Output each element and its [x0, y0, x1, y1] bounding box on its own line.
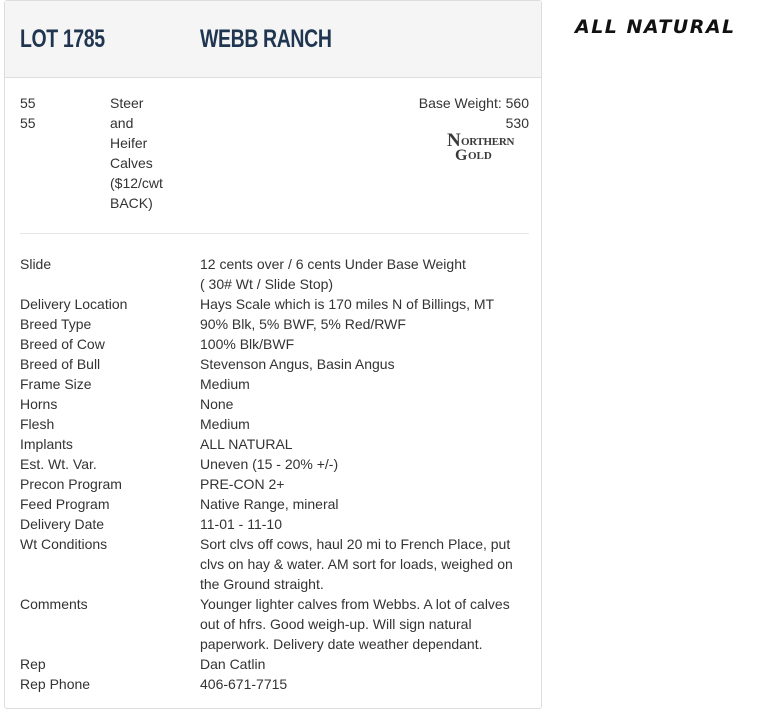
detail-label: Slide — [20, 256, 52, 272]
detail-value — [200, 334, 525, 354]
detail-value — [200, 374, 525, 394]
detail-value-line: Dan Catlin — [200, 656, 266, 672]
detail-row — [20, 494, 529, 514]
detail-value-line: Native Range, mineral — [200, 496, 339, 512]
base-weight-label: Base Weight: 560 — [418, 95, 529, 111]
detail-value — [200, 594, 525, 654]
detail-row — [20, 534, 529, 594]
description-line: ($12/cwt — [110, 175, 163, 191]
detail-row — [20, 454, 529, 474]
detail-value — [200, 674, 525, 694]
detail-row — [20, 394, 529, 414]
detail-label: Rep Phone — [20, 676, 91, 692]
detail-row — [20, 354, 529, 374]
lot-details — [20, 254, 529, 694]
detail-label: Implants — [20, 436, 73, 452]
cattle-description — [110, 93, 172, 213]
head-count: 55 — [20, 115, 36, 131]
detail-value — [200, 474, 525, 494]
detail-label: Wt Conditions — [20, 536, 108, 552]
detail-value — [200, 534, 525, 594]
northern-gold-logo — [447, 133, 529, 163]
svg-text:ORTHERN: ORTHERN — [461, 136, 515, 148]
detail-row — [20, 414, 529, 434]
description-line: and — [110, 115, 134, 131]
detail-value-line: paperwork. Delivery date weather dependant. — [200, 636, 483, 652]
detail-row — [20, 594, 529, 654]
all-natural-tag: ALL NATURAL — [575, 16, 736, 38]
detail-value-line: Younger lighter calves from Webbs. A lot of calves — [200, 596, 510, 612]
detail-value-line: 11-01 - 11-10 — [200, 516, 282, 532]
detail-label: Delivery Date — [20, 516, 105, 532]
detail-row — [20, 314, 529, 334]
description-line: Calves — [110, 155, 153, 171]
detail-value-line: the Ground straight. — [200, 576, 324, 592]
divider — [20, 233, 529, 234]
lot-header — [5, 1, 541, 78]
detail-value — [200, 254, 525, 294]
detail-row — [20, 674, 529, 694]
svg-text:G: G — [455, 147, 468, 163]
detail-row — [20, 434, 529, 454]
detail-value — [200, 454, 525, 474]
detail-value-line: PRE-CON 2+ — [200, 476, 285, 492]
detail-value-line: out of hfrs. Good weigh-up. Will sign natural — [200, 616, 472, 632]
detail-label: Flesh — [20, 416, 55, 432]
detail-label: Est. Wt. Var. — [20, 456, 97, 472]
detail-value-line: clvs on hay & water. AM sort for loads, weighed on — [200, 556, 513, 572]
description-line: Steer — [110, 95, 144, 111]
detail-value-line: 100% Blk/BWF — [200, 336, 295, 352]
detail-row — [20, 254, 529, 294]
detail-value-line: Sort clvs off cows, haul 20 mi to French Place, put — [200, 536, 511, 552]
detail-value — [200, 414, 525, 434]
detail-label: Breed Type — [20, 316, 92, 332]
detail-value-line: None — [200, 396, 234, 412]
detail-value-line: 12 cents over / 6 cents Under Base Weight — [200, 256, 466, 272]
detail-row — [20, 654, 529, 674]
detail-row — [20, 334, 529, 354]
ranch-name: WEBB RANCH — [200, 25, 332, 53]
base-weight — [419, 93, 529, 133]
svg-text:N: N — [447, 133, 461, 151]
detail-value — [200, 494, 525, 514]
lot-card — [4, 0, 542, 709]
detail-value-line: Stevenson Angus, Basin Angus — [200, 356, 395, 372]
head-counts — [20, 93, 36, 133]
detail-value — [200, 314, 525, 334]
detail-value-line: ( 30# Wt / Slide Stop) — [200, 276, 334, 292]
detail-value-line: Hays Scale which is 170 miles N of Billings, MT — [200, 296, 495, 312]
detail-label: Comments — [20, 596, 88, 612]
detail-label: Frame Size — [20, 376, 92, 392]
detail-label: Precon Program — [20, 476, 122, 492]
detail-value-line: Medium — [200, 376, 250, 392]
detail-value — [200, 514, 525, 534]
head-count: 55 — [20, 95, 36, 111]
detail-value-line: 90% Blk, 5% BWF, 5% Red/RWF — [200, 316, 406, 332]
detail-row — [20, 294, 529, 314]
lot-number: LOT 1785 — [20, 25, 105, 53]
detail-row — [20, 514, 529, 534]
detail-value-line: 406-671-7715 — [200, 676, 288, 692]
detail-label: Breed of Cow — [20, 336, 105, 352]
detail-value-line: ALL NATURAL — [200, 436, 293, 452]
svg-text:OLD: OLD — [468, 150, 492, 162]
detail-value — [200, 434, 525, 454]
detail-label: Delivery Location — [20, 296, 128, 312]
detail-label: Breed of Bull — [20, 356, 101, 372]
detail-value — [200, 394, 525, 414]
detail-row — [20, 474, 529, 494]
detail-value-line: Uneven (15 - 20% +/-) — [200, 456, 339, 472]
detail-value-line: Medium — [200, 416, 250, 432]
detail-label: Horns — [20, 396, 58, 412]
detail-label: Feed Program — [20, 496, 110, 512]
base-weight-2: 530 — [505, 115, 529, 131]
detail-value — [200, 294, 525, 314]
detail-value — [200, 654, 525, 674]
detail-row — [20, 374, 529, 394]
description-line: Heifer — [110, 135, 148, 151]
detail-label: Rep — [20, 656, 46, 672]
description-line: BACK) — [110, 195, 153, 211]
detail-value — [200, 354, 525, 374]
